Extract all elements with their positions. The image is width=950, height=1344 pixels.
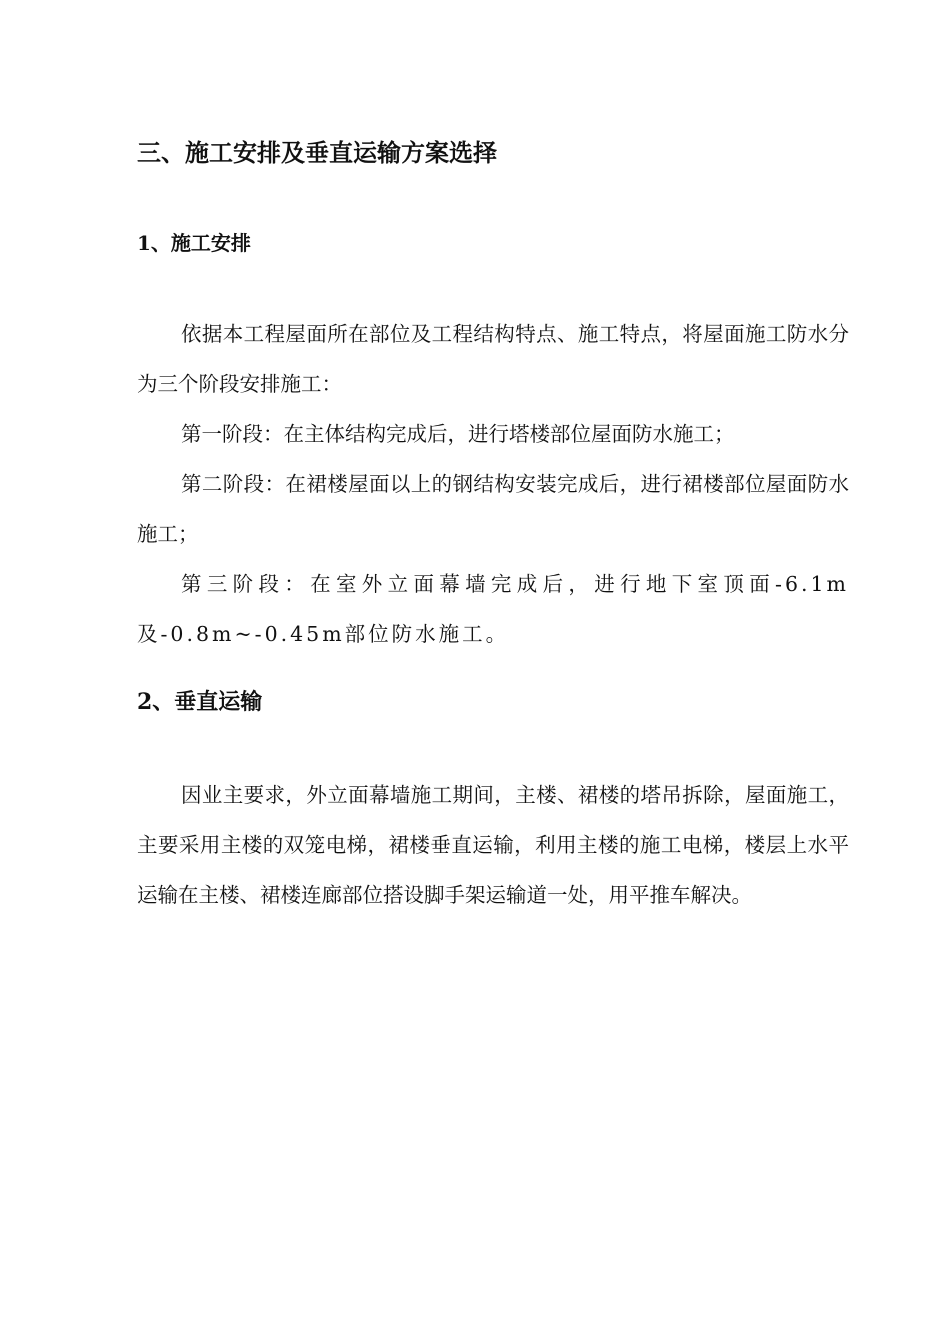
subsection-title-construction-arrangement: 1、施工安排 [137, 231, 251, 255]
paragraph-stage-three: 第三阶段：在室外立面幕墙完成后，进行地下室顶面-6.1m及-0.8m~-0.45m部位防水施工。 [137, 572, 849, 646]
paragraph-stage-one: 第一阶段：在主体结构完成后，进行塔楼部位屋面防水施工； [181, 422, 735, 446]
section-title: 三、施工安排及垂直运输方案选择 [137, 138, 497, 167]
paragraph-vertical-transport: 因业主要求，外立面幕墙施工期间，主楼、裙楼的塔吊拆除，屋面施工，主要采用主楼的双笼电梯，裙楼垂直运输，利用主楼的施工电梯，楼层上水平运输在主楼、裙楼连廊部位搭设脚手架运输道一处，用平推车解决。 [137, 783, 849, 907]
subsection-title-vertical-transport: 2、垂直运输 [137, 689, 263, 715]
paragraph-arrangement-intro: 依据本工程屋面所在部位及工程结构特点、施工特点，将屋面施工防水分为三个阶段安排施工： [137, 322, 849, 396]
paragraph-stage-two: 第二阶段：在裙楼屋面以上的钢结构安装完成后，进行裙楼部位屋面防水施工； [137, 472, 849, 546]
